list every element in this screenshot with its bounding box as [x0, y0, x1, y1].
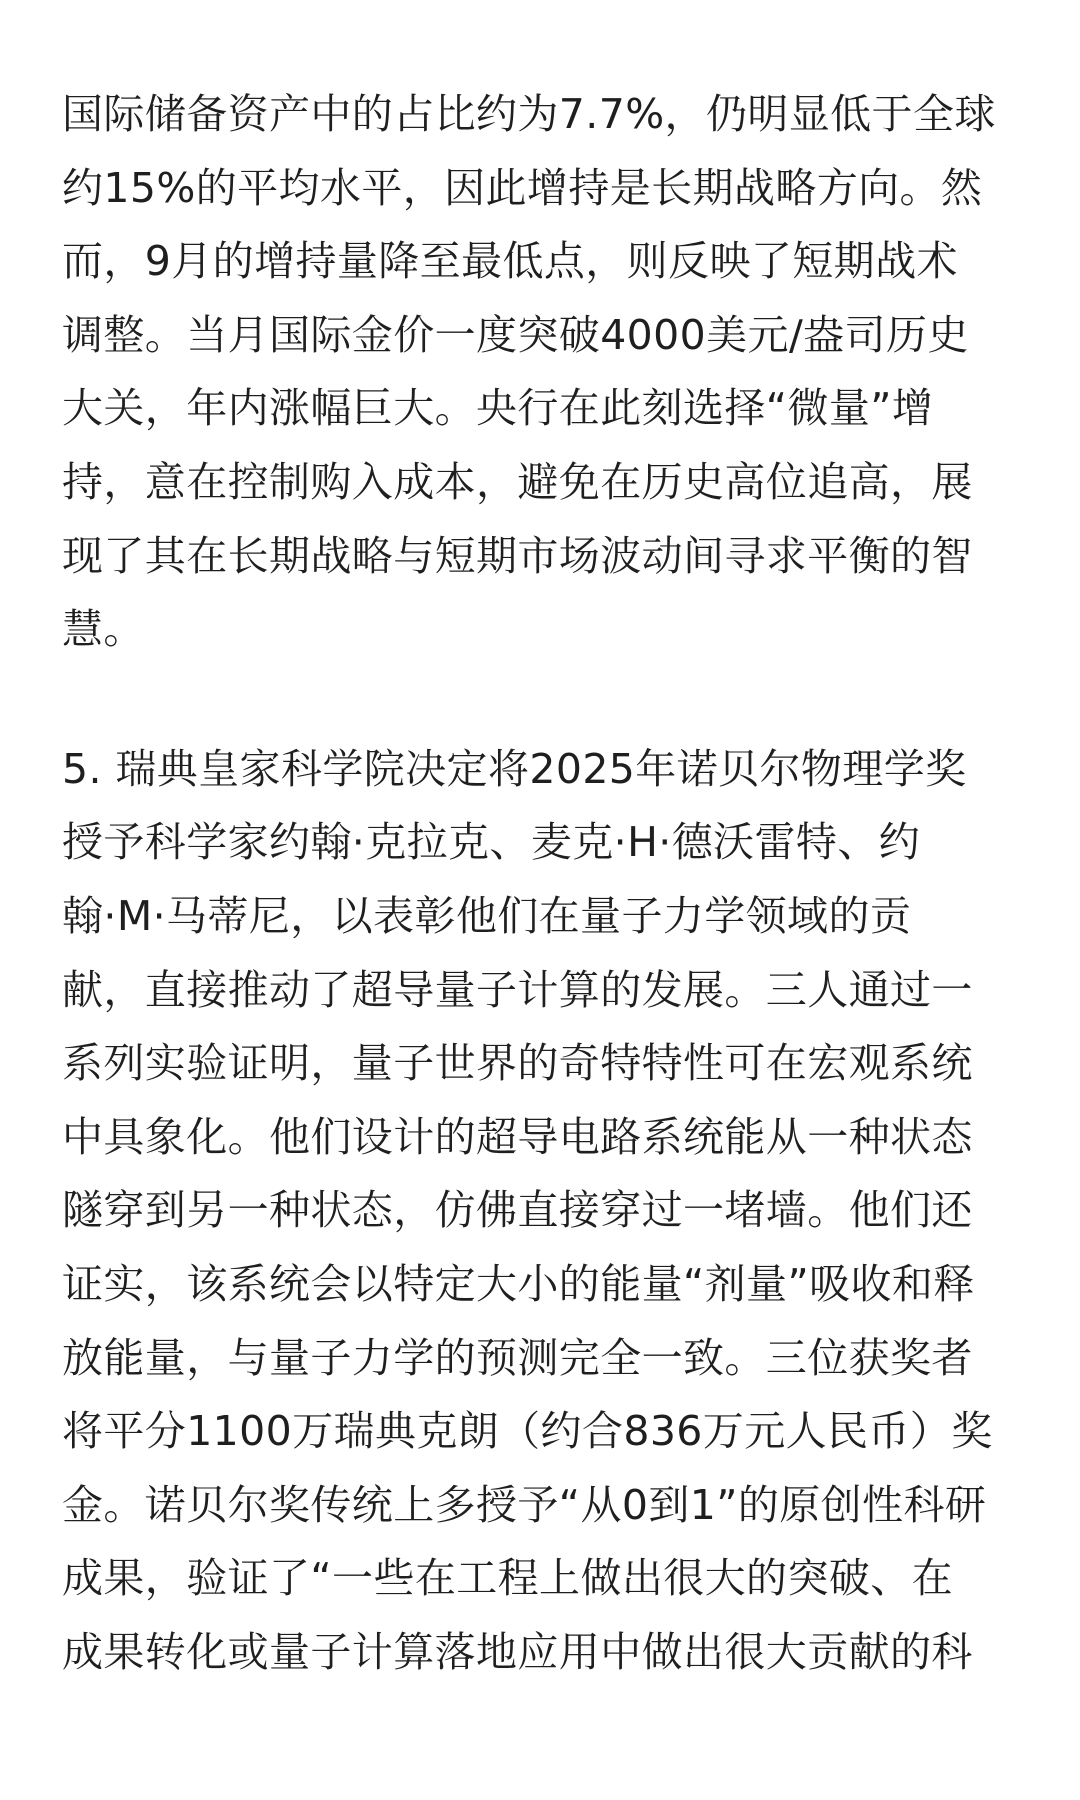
article-body: [62, 78, 1028, 1689]
paragraph-gold-reserves: [62, 78, 1028, 667]
text-line: 慧。: [62, 605, 145, 654]
text-line: 将平分1100万瑞典克朗（约合836万元人民币）奖: [62, 1407, 993, 1456]
text-line: 而，9月的增持量降至最低点，则反映了短期战术: [62, 237, 958, 286]
text-line: 证实，该系统会以特定大小的能量“剂量”吸收和释: [62, 1259, 975, 1308]
text-line: 隧穿到另一种状态，仿佛直接穿过一堵墙。他们还: [62, 1186, 973, 1235]
text-line: 成果，验证了“一些在工程上做出很大的突破、在: [62, 1554, 954, 1603]
text-line: 5. 瑞典皇家科学院决定将2025年诺贝尔物理学奖: [62, 744, 967, 793]
text-line: 约15%的平均水平，因此增持是长期战略方向。然: [62, 163, 983, 212]
text-line: 系列实验证明，量子世界的奇特特性可在宏观系统: [62, 1039, 973, 1088]
paragraph-nobel-physics: [62, 733, 1028, 1690]
text-line: 授予科学家约翰·克拉克、麦克·H·德沃雷特、约: [62, 818, 921, 867]
text-line: 持，意在控制购入成本，避免在历史高位追高，展: [62, 457, 973, 506]
text-line: 翰·M·马蒂尼，以表彰他们在量子力学领域的贡: [62, 891, 912, 940]
text-line: 调整。当月国际金价一度突破4000美元/盎司历史: [62, 310, 969, 359]
text-line: 中具象化。他们设计的超导电路系统能从一种状态: [62, 1112, 973, 1161]
paragraph-spacer: [62, 667, 1028, 733]
text-line: 大关，年内涨幅巨大。央行在此刻选择“微量”增: [62, 384, 934, 433]
text-line: 放能量，与量子力学的预测完全一致。三位获奖者: [62, 1333, 973, 1382]
text-line: 国际储备资产中的占比约为7.7%，仍明显低于全球: [62, 90, 996, 138]
text-line: 成果转化或量子计算落地应用中做出很大贡献的科: [62, 1627, 973, 1676]
text-line: 献，直接推动了超导量子计算的发展。三人通过一: [62, 965, 973, 1014]
text-line: 金。诺贝尔奖传统上多授予“从0到1”的原创性科研: [62, 1480, 987, 1529]
text-line: 现了其在长期战略与短期市场波动间寻求平衡的智: [62, 531, 973, 580]
